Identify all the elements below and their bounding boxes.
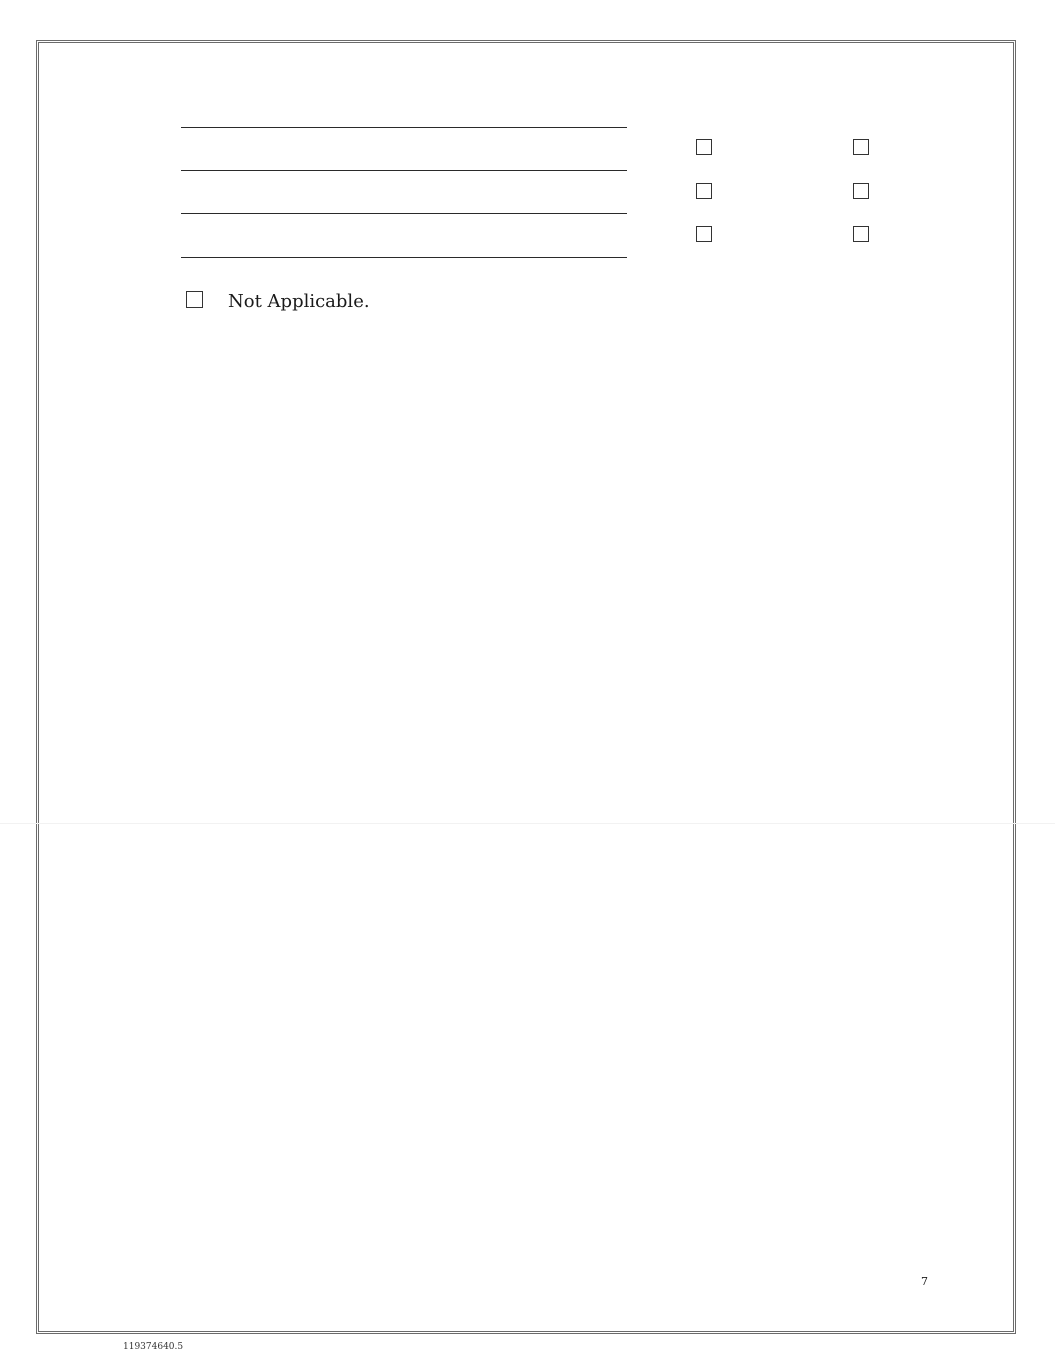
row-1-col-1-checkbox[interactable] [696, 139, 712, 155]
row-1-col-2-checkbox[interactable] [853, 139, 869, 155]
not-applicable-checkbox[interactable] [186, 291, 203, 308]
blank-entry-line-4[interactable] [181, 257, 627, 258]
page-number: 7 [921, 1275, 928, 1288]
blank-entry-line-3[interactable] [181, 213, 627, 214]
scan-fold-line [0, 823, 1055, 824]
blank-entry-line-1[interactable] [181, 127, 627, 128]
row-2-col-1-checkbox[interactable] [696, 183, 712, 199]
not-applicable-label: Not Applicable. [228, 291, 370, 312]
row-2-col-2-checkbox[interactable] [853, 183, 869, 199]
blank-entry-line-2[interactable] [181, 170, 627, 171]
document-id: 119374640.5 [123, 1342, 184, 1352]
row-3-col-2-checkbox[interactable] [853, 226, 869, 242]
page-border [36, 40, 1016, 1334]
row-3-col-1-checkbox[interactable] [696, 226, 712, 242]
